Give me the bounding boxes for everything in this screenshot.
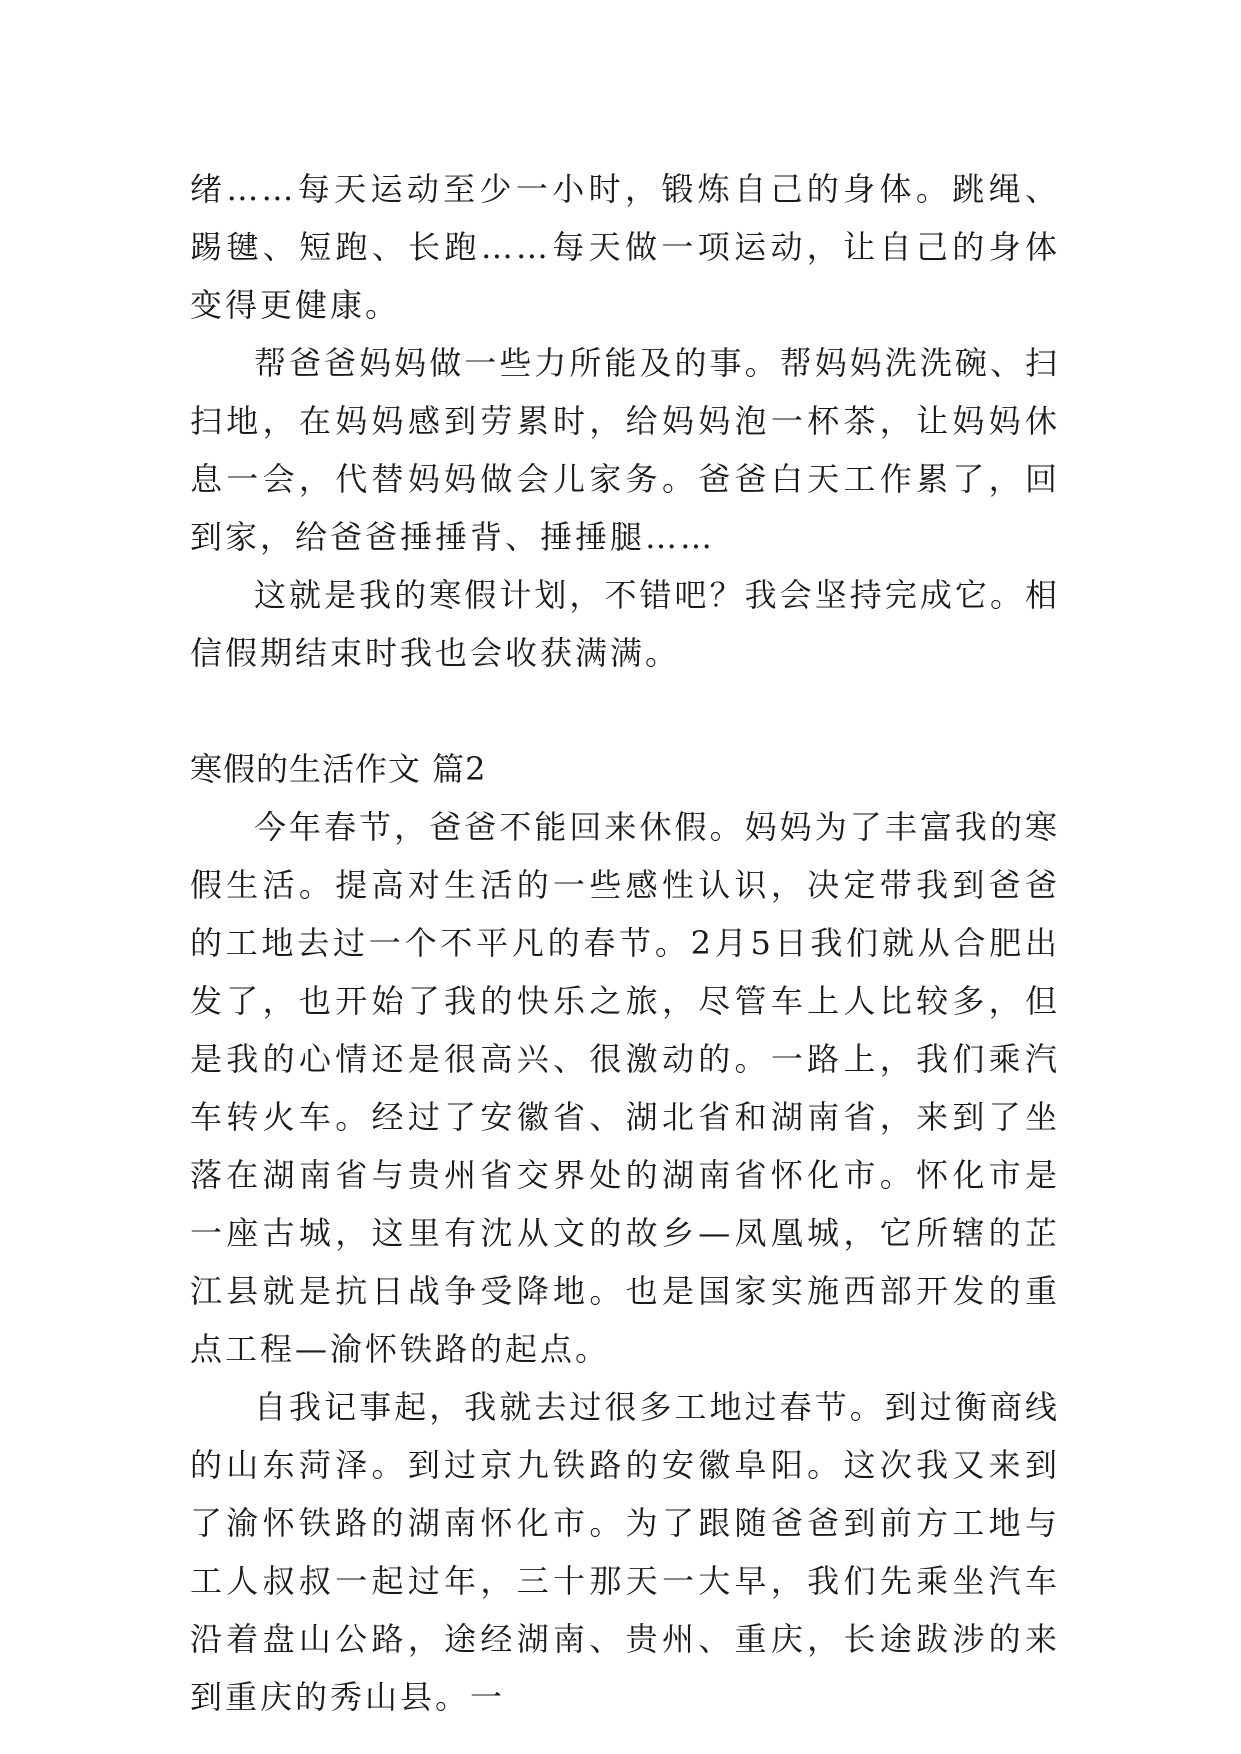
- section-gap: [190, 682, 1060, 740]
- paragraph-continuation: 绪……每天运动至少一小时，锻炼自己的身体。跳绳、踢毽、短跑、长跑……每天做一项运动，让自己的身体变得更健康。: [190, 170, 1060, 324]
- paragraph-help-parents: 帮爸爸妈妈做一些力所能及的事。帮妈妈洗洗碗、扫扫地，在妈妈感到劳累时，给妈妈泡一杯茶，让妈妈休息一会，代替妈妈做会儿家务。爸爸白天工作累了，回到家，给爸爸捶捶背、捶捶腿……: [190, 344, 1060, 556]
- paragraph-worksites: 自我记事起，我就去过很多工地过春节。到过衡商线的山东菏泽。到过京九铁路的安徽阜阳。这次我又来到了渝怀铁路的湖南怀化市。为了跟随爸爸到前方工地与工人叔叔一起过年，三十那天一大早，我们先乘坐汽车沿着盘山公路，途经湖南、贵州、重庆，长途跋涉的来到重庆的秀山县。一: [190, 1388, 1060, 1716]
- section-title: 寒假的生活作文 篇2: [190, 750, 487, 788]
- paragraph-plan-summary: 这就是我的寒假计划，不错吧？我会坚持完成它。相信假期结束时我也会收获满满。: [190, 576, 1060, 672]
- document-body: [190, 160, 1060, 1726]
- paragraph-spring-festival: 今年春节，爸爸不能回来休假。妈妈为了丰富我的寒假生活。提高对生活的一些感性认识，决定带我到爸爸的工地去过一个不平凡的春节。2月5日我们就从合肥出发了，也开始了我的快乐之旅，尽管车上人比较多，但是我的心情还是很高兴、很激动的。一路上，我们乘汽车转火车。经过了安徽省、湖北省和湖南省，来到了坐落在湖南省与贵州省交界处的湖南省怀化市。怀化市是一座古城，这里有沈从文的故乡—凤凰城，它所辖的芷江县就是抗日战争受降地。也是国家实施西部开发的重点工程—渝怀铁路的起点。: [190, 808, 1060, 1368]
